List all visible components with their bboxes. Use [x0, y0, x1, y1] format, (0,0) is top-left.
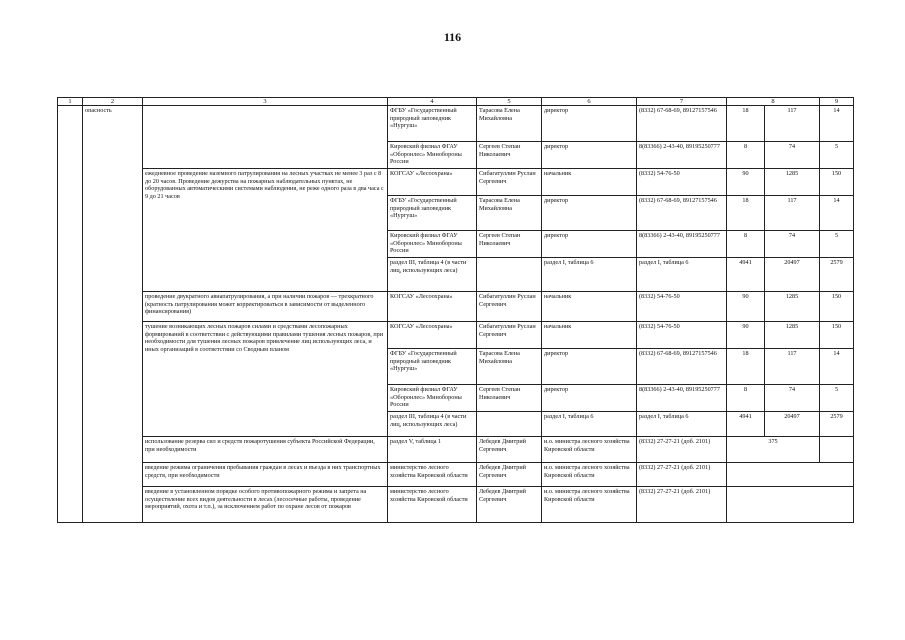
cell-count-a: 4941 — [727, 412, 765, 437]
cell-count-a: 18 — [727, 349, 765, 385]
cell-count-c: 14 — [820, 196, 854, 231]
header-cell: 6 — [542, 98, 637, 106]
cell-person: Сибагатуллин Руслан Сергеевич — [477, 292, 542, 322]
cell-person: Сергеев Степан Николаевич — [477, 142, 542, 169]
cell-measure: использование резерва сил и средств пожаротушения субъекта Российской Федерации, при необходимости — [143, 437, 388, 463]
cell-org: КОГСАУ «Лесоохрана» — [388, 322, 477, 349]
cell-phone: (8332) 54-76-50 — [637, 292, 727, 322]
cell-org: раздел III, таблица 4 (в части лиц, использующих леса) — [388, 258, 477, 292]
header-cell: 8 — [727, 98, 820, 106]
cell-count-c: 2579 — [820, 258, 854, 292]
cell-count-c: 150 — [820, 169, 854, 196]
table-row — [58, 487, 854, 523]
header-cell: 1 — [58, 98, 83, 106]
header-row — [58, 98, 854, 106]
header-cell: 4 — [388, 98, 477, 106]
cell-position: директор — [542, 106, 637, 142]
cell-position: раздел I, таблица 6 — [542, 412, 637, 437]
table-row — [58, 169, 854, 196]
cell-org: министерство лесного хозяйства Кировской области — [388, 463, 477, 487]
cell-phone: (8332) 27-27-21 (доб. 2101) — [637, 487, 727, 523]
cell-position: раздел I, таблица 6 — [542, 258, 637, 292]
cell-org: ФГБУ «Государственный природный заповедник «Нургуш» — [388, 349, 477, 385]
cell-count-c: 150 — [820, 322, 854, 349]
cell-measure: тушение возникающих лесных пожаров силами и средствами лесопожарных формирований в соответствии с действующими правилами тушения лесных пожаров, при необходимости для тушения лесных пожаров привлечение лиц использующих леса, и иных организаций в соответствии со Сводным планом — [143, 322, 388, 437]
header-cell: 2 — [83, 98, 143, 106]
cell-measure — [143, 106, 388, 169]
cell-org: Кировский филиал ФГАУ «Оборонлес» Минобороны России — [388, 385, 477, 412]
cell-position: директор — [542, 385, 637, 412]
cell-count-a: 4941 — [727, 258, 765, 292]
cell-phone: раздел I, таблица 6 — [637, 412, 727, 437]
cell-measure: введение в установленном порядке особого противопожарного режима и запрета на осуществление всех видов деятельности в лесах (лесосечные работы, проведение мероприятий, охота и т.п.), за исключением работ по охране лесов от пожаров — [143, 487, 388, 523]
cell-position: и.о. министра лесного хозяйства Кировской области — [542, 437, 637, 463]
cell-position: и.о. министра лесного хозяйства Кировской области — [542, 487, 637, 523]
table-row — [58, 292, 854, 322]
cell-count-c: 150 — [820, 292, 854, 322]
header-cell: 5 — [477, 98, 542, 106]
cell-count-b: 1285 — [765, 322, 820, 349]
cell-count-b: 20497 — [765, 412, 820, 437]
cell-phone: раздел I, таблица 6 — [637, 258, 727, 292]
cell-org: Кировский филиал ФГАУ «Оборонлес» Минобороны России — [388, 231, 477, 258]
cell-person: Сибагатуллин Руслан Сергеевич — [477, 322, 542, 349]
cell-phone: (8332) 67-68-69, 89127157546 — [637, 106, 727, 142]
table-row — [58, 106, 854, 142]
cell-count-b: 74 — [765, 231, 820, 258]
cell-count-a: 18 — [727, 106, 765, 142]
cell-phone: 8(83366) 2-43-40, 89195250777 — [637, 385, 727, 412]
cell-position: директор — [542, 231, 637, 258]
cell-org: раздел V, таблица 1 — [388, 437, 477, 463]
cell-empty — [727, 487, 854, 523]
cell-person — [477, 258, 542, 292]
cell-person: Лебедев Дмитрий Сергеевич — [477, 463, 542, 487]
cell-count-c: 14 — [820, 106, 854, 142]
cell-position: начальник — [542, 292, 637, 322]
cell-count-c: 2579 — [820, 412, 854, 437]
cell-phone: (8332) 54-76-50 — [637, 169, 727, 196]
table-row — [58, 322, 854, 349]
cell-count-c — [820, 437, 854, 463]
table-row — [58, 463, 854, 487]
cell-position: начальник — [542, 169, 637, 196]
header-cell: 9 — [820, 98, 854, 106]
cell-count-b: 74 — [765, 142, 820, 169]
cell-count-b: 20497 — [765, 258, 820, 292]
cell-count-c: 5 — [820, 142, 854, 169]
cell-count-b: 117 — [765, 349, 820, 385]
cell-org: ФГБУ «Государственный природный заповедник «Нургуш» — [388, 106, 477, 142]
cell-count-a: 90 — [727, 169, 765, 196]
cell-phone: (8332) 54-76-50 — [637, 322, 727, 349]
cell-count-a: 8 — [727, 142, 765, 169]
cell-org: ФГБУ «Государственный природный заповедник «Нургуш» — [388, 196, 477, 231]
cell-hazard: опасность — [83, 106, 143, 523]
cell-person: Лебедев Дмитрий Сергеевич — [477, 487, 542, 523]
cell-position: директор — [542, 142, 637, 169]
cell-person: Лебедев Дмитрий Сергеевич — [477, 437, 542, 463]
table-row — [58, 437, 854, 463]
cell-count-b: 1285 — [765, 169, 820, 196]
cell-measure: ежедневное проведение наземного патрулирования на лесных участках не менее 3 раз с 8 до 20 часов. Проведение дежурства на пожарных наблюдательных пунктах, не оборудованных автоматическими системами наблюдения, не реже одного раза в два часа с 9 до 21 часов — [143, 169, 388, 292]
cell-count-a: 8 — [727, 231, 765, 258]
cell-person: Сергеев Степан Николаевич — [477, 385, 542, 412]
cell-measure: введение режима ограничения пребывания граждан в лесах и въезда в них транспортных средств, при необходимости — [143, 463, 388, 487]
forest-fire-plan-table — [57, 97, 854, 523]
cell-count-c: 5 — [820, 385, 854, 412]
cell-count-c: 14 — [820, 349, 854, 385]
cell-org: раздел III, таблица 4 (в части лиц, использующих леса) — [388, 412, 477, 437]
cell-org: Кировский филиал ФГАУ «Оборонлес» Минобороны России — [388, 142, 477, 169]
cell-count-b: 1285 — [765, 292, 820, 322]
cell-phone: (8332) 67-68-69, 89127157546 — [637, 349, 727, 385]
cell-empty — [727, 463, 854, 487]
cell-position: начальник — [542, 322, 637, 349]
cell-person: Тарасова Елена Михайловна — [477, 106, 542, 142]
cell-phone: (8332) 27-27-21 (доб. 2101) — [637, 437, 727, 463]
header-cell: 7 — [637, 98, 727, 106]
page-number: 116 — [443, 30, 462, 44]
cell-count-a: 8 — [727, 385, 765, 412]
cell-count-b: 74 — [765, 385, 820, 412]
cell-phone: (8332) 27-27-21 (доб. 2101) — [637, 463, 727, 487]
cell-position: и.о. министра лесного хозяйства Кировской области — [542, 463, 637, 487]
cell-person: Тарасова Елена Михайловна — [477, 196, 542, 231]
cell-org: КОГСАУ «Лесоохрана» — [388, 292, 477, 322]
cell-org: министерство лесного хозяйства Кировской области — [388, 487, 477, 523]
cell-measure: проведение двукратного авиапатрулирования, а при наличии пожаров — трехкратного (кратность патрулирования может корректироваться в зависимости от выделенного финансирования) — [143, 292, 388, 322]
cell-phone: 8(83366) 2-43-40, 89195250777 — [637, 142, 727, 169]
cell-person — [477, 412, 542, 437]
cell-count-c: 5 — [820, 231, 854, 258]
cell-count-a: 90 — [727, 322, 765, 349]
cell-phone: 8(83366) 2-43-40, 89195250777 — [637, 231, 727, 258]
cell-index — [58, 106, 83, 523]
cell-count-total: 375 — [727, 437, 820, 463]
cell-position: директор — [542, 196, 637, 231]
cell-person: Сергеев Степан Николаевич — [477, 231, 542, 258]
cell-count-a: 18 — [727, 196, 765, 231]
header-cell: 3 — [143, 98, 388, 106]
cell-count-a: 90 — [727, 292, 765, 322]
cell-count-b: 117 — [765, 106, 820, 142]
cell-position: директор — [542, 349, 637, 385]
cell-org: КОГСАУ «Лесоохрана» — [388, 169, 477, 196]
cell-count-b: 117 — [765, 196, 820, 231]
cell-person: Сибагатуллин Руслан Сергеевич — [477, 169, 542, 196]
cell-phone: (8332) 67-68-69, 89127157546 — [637, 196, 727, 231]
cell-person: Тарасова Елена Михайловна — [477, 349, 542, 385]
